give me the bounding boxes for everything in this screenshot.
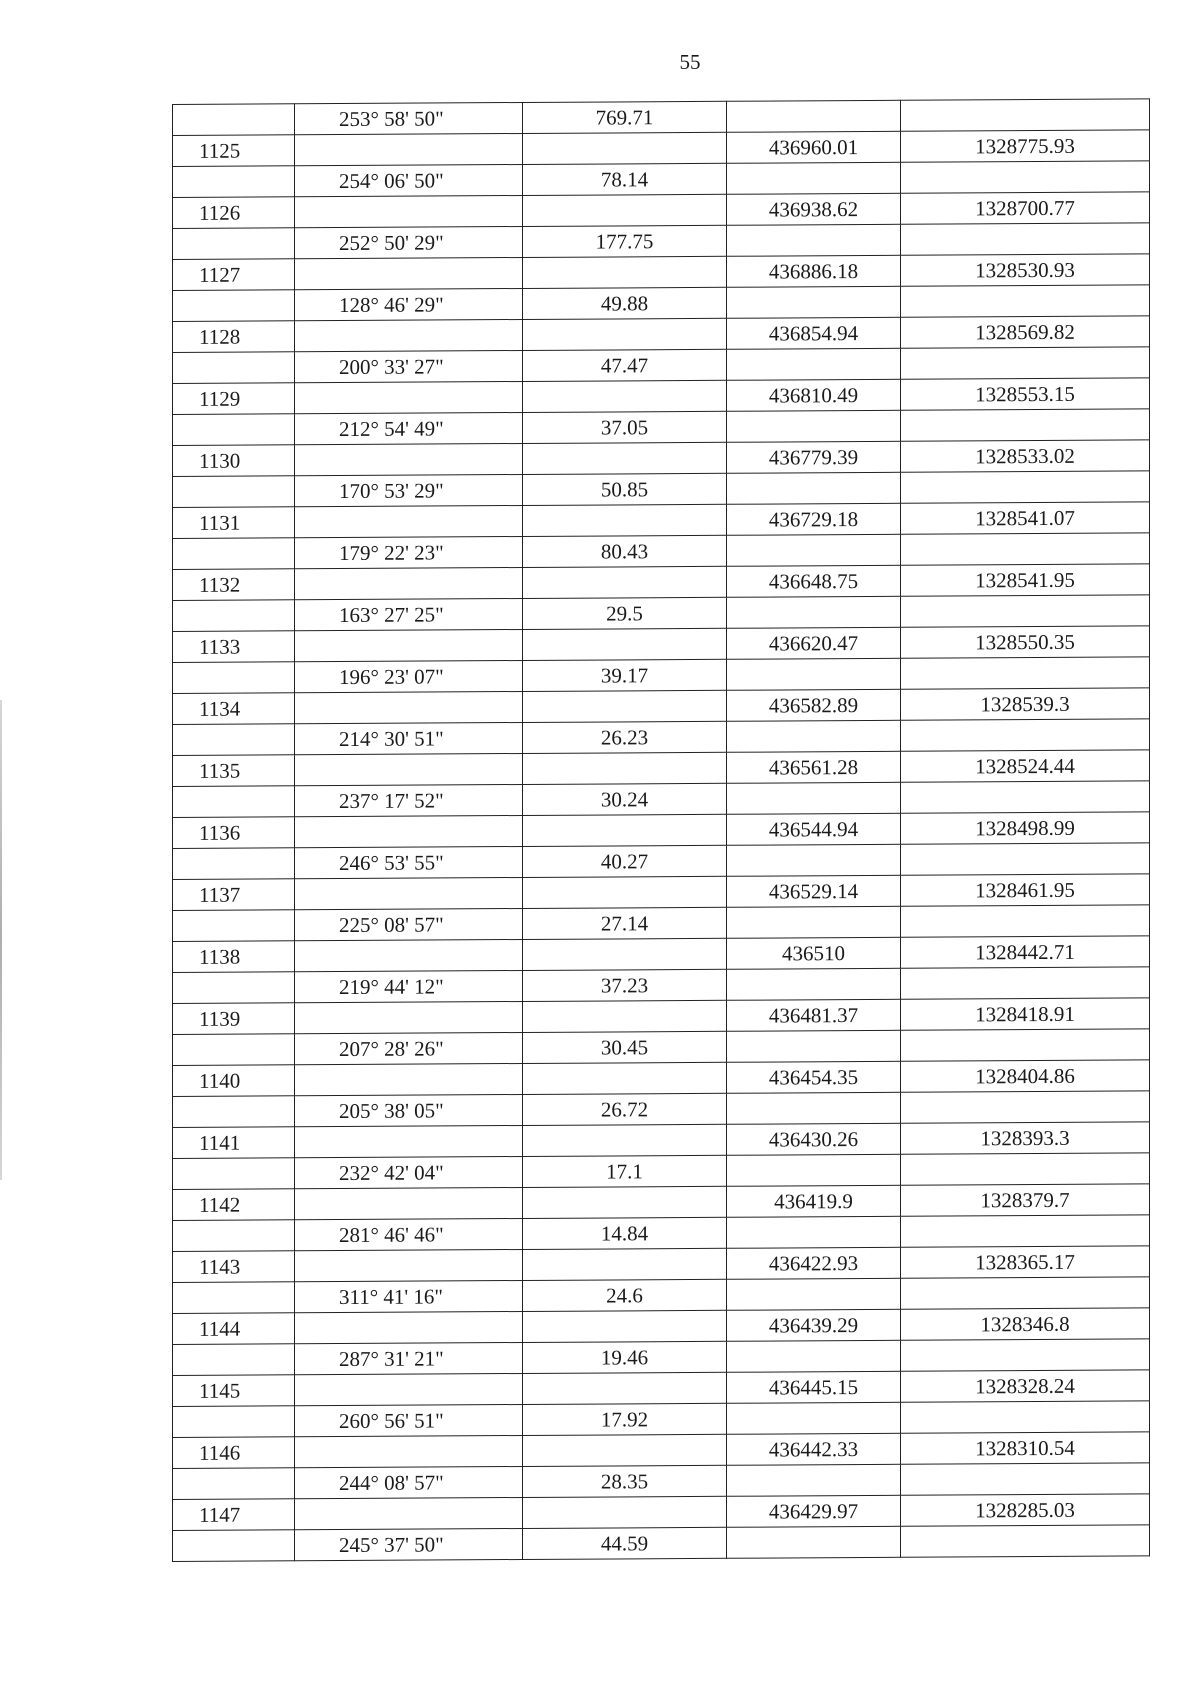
easting-cell: 1328404.86 bbox=[901, 1060, 1150, 1092]
station-cell: 1141 bbox=[173, 1127, 295, 1159]
station-cell bbox=[173, 414, 295, 446]
bearing-cell: 205° 38' 05" bbox=[295, 1094, 523, 1126]
station-cell bbox=[173, 290, 295, 322]
bearing-cell: 311° 41' 16" bbox=[295, 1280, 523, 1312]
station-cell: 1146 bbox=[173, 1437, 295, 1469]
easting-cell bbox=[901, 1091, 1150, 1123]
bearing-cell bbox=[295, 1249, 523, 1281]
distance-cell bbox=[523, 442, 727, 474]
bearing-cell: 254° 06' 50" bbox=[295, 164, 523, 196]
station-cell bbox=[173, 910, 295, 942]
easting-cell bbox=[901, 1277, 1150, 1309]
northing-cell bbox=[727, 1092, 901, 1124]
bearing-cell: 281° 46' 46" bbox=[295, 1218, 523, 1250]
bearing-cell bbox=[295, 443, 523, 475]
scan-edge-shadow bbox=[0, 700, 2, 1180]
northing-cell: 436544.94 bbox=[727, 813, 901, 845]
distance-cell: 769.71 bbox=[523, 101, 727, 133]
station-cell: 1144 bbox=[173, 1313, 295, 1345]
bearing-cell: 207° 28' 26" bbox=[295, 1032, 523, 1064]
easting-cell bbox=[901, 719, 1150, 751]
distance-cell bbox=[523, 132, 727, 164]
bearing-cell bbox=[295, 1435, 523, 1467]
easting-cell bbox=[901, 967, 1150, 999]
easting-cell bbox=[901, 843, 1150, 875]
northing-cell bbox=[727, 968, 901, 1000]
station-cell: 1145 bbox=[173, 1375, 295, 1407]
distance-cell bbox=[523, 1372, 727, 1404]
station-cell bbox=[173, 1158, 295, 1190]
bearing-cell bbox=[295, 815, 523, 847]
station-cell: 1133 bbox=[173, 631, 295, 663]
bearing-cell: 260° 56' 51" bbox=[295, 1404, 523, 1436]
easting-cell bbox=[901, 471, 1150, 503]
bearing-cell bbox=[295, 505, 523, 537]
bearing-cell bbox=[295, 133, 523, 165]
station-cell: 1135 bbox=[173, 755, 295, 787]
northing-cell: 436445.15 bbox=[727, 1371, 901, 1403]
easting-cell: 1328393.3 bbox=[901, 1122, 1150, 1154]
distance-cell bbox=[523, 1124, 727, 1156]
northing-cell: 436422.93 bbox=[727, 1247, 901, 1279]
distance-cell bbox=[523, 752, 727, 784]
station-cell: 1140 bbox=[173, 1065, 295, 1097]
station-cell: 1126 bbox=[173, 197, 295, 229]
course-row bbox=[173, 1525, 1150, 1562]
bearing-cell: 252° 50' 29" bbox=[295, 226, 523, 258]
easting-cell: 1328541.95 bbox=[901, 564, 1150, 596]
easting-cell bbox=[901, 1525, 1150, 1557]
station-cell: 1139 bbox=[173, 1003, 295, 1035]
northing-cell: 436779.39 bbox=[727, 441, 901, 473]
distance-cell bbox=[523, 1000, 727, 1032]
northing-cell bbox=[727, 534, 901, 566]
bearing-cell: 212° 54' 49" bbox=[295, 412, 523, 444]
station-cell bbox=[173, 1344, 295, 1376]
distance-cell: 40.27 bbox=[523, 845, 727, 877]
distance-cell: 14.84 bbox=[523, 1217, 727, 1249]
distance-cell bbox=[523, 1434, 727, 1466]
distance-cell bbox=[523, 380, 727, 412]
northing-cell bbox=[727, 162, 901, 194]
distance-cell: 37.05 bbox=[523, 411, 727, 443]
easting-cell: 1328775.93 bbox=[901, 130, 1150, 162]
northing-cell: 436430.26 bbox=[727, 1123, 901, 1155]
station-cell bbox=[173, 1282, 295, 1314]
station-cell: 1143 bbox=[173, 1251, 295, 1283]
northing-cell: 436582.89 bbox=[727, 689, 901, 721]
station-cell: 1142 bbox=[173, 1189, 295, 1221]
northing-cell bbox=[727, 1154, 901, 1186]
bearing-cell: 219° 44' 12" bbox=[295, 970, 523, 1002]
station-cell bbox=[173, 662, 295, 694]
northing-cell bbox=[727, 658, 901, 690]
northing-cell bbox=[727, 1402, 901, 1434]
distance-cell bbox=[523, 194, 727, 226]
easting-cell: 1328285.03 bbox=[901, 1494, 1150, 1526]
northing-cell: 436729.18 bbox=[727, 503, 901, 535]
northing-cell: 436510 bbox=[727, 937, 901, 969]
easting-cell bbox=[901, 595, 1150, 627]
easting-cell bbox=[901, 1339, 1150, 1371]
bearing-cell bbox=[295, 753, 523, 785]
bearing-cell: 163° 27' 25" bbox=[295, 598, 523, 630]
northing-cell: 436481.37 bbox=[727, 999, 901, 1031]
northing-cell: 436960.01 bbox=[727, 131, 901, 163]
distance-cell: 44.59 bbox=[523, 1527, 727, 1559]
bearing-cell: 170° 53' 29" bbox=[295, 474, 523, 506]
distance-cell: 24.6 bbox=[523, 1279, 727, 1311]
northing-cell bbox=[727, 720, 901, 752]
northing-cell bbox=[727, 844, 901, 876]
bearing-cell bbox=[295, 939, 523, 971]
station-cell: 1147 bbox=[173, 1499, 295, 1531]
easting-cell bbox=[901, 161, 1150, 193]
easting-cell bbox=[901, 223, 1150, 255]
bearing-cell bbox=[295, 629, 523, 661]
station-cell bbox=[173, 724, 295, 756]
easting-cell: 1328418.91 bbox=[901, 998, 1150, 1030]
distance-cell bbox=[523, 1496, 727, 1528]
station-cell bbox=[173, 972, 295, 1004]
easting-cell: 1328524.44 bbox=[901, 750, 1150, 782]
station-cell: 1125 bbox=[173, 135, 295, 167]
distance-cell: 17.1 bbox=[523, 1155, 727, 1187]
northing-cell: 436938.62 bbox=[727, 193, 901, 225]
distance-cell bbox=[523, 318, 727, 350]
northing-cell bbox=[727, 1526, 901, 1558]
northing-cell: 436620.47 bbox=[727, 627, 901, 659]
northing-cell bbox=[727, 1464, 901, 1496]
distance-cell bbox=[523, 1248, 727, 1280]
distance-cell: 177.75 bbox=[523, 225, 727, 257]
northing-cell bbox=[727, 596, 901, 628]
easting-cell: 1328346.8 bbox=[901, 1308, 1150, 1340]
bearing-cell: 253° 58' 50" bbox=[295, 102, 523, 134]
distance-cell bbox=[523, 876, 727, 908]
easting-cell bbox=[901, 1153, 1150, 1185]
easting-cell: 1328533.02 bbox=[901, 440, 1150, 472]
station-cell: 1128 bbox=[173, 321, 295, 353]
bearing-cell bbox=[295, 257, 523, 289]
distance-cell: 30.45 bbox=[523, 1031, 727, 1063]
bearing-cell: 225° 08' 57" bbox=[295, 908, 523, 940]
northing-cell bbox=[727, 1030, 901, 1062]
northing-cell: 436886.18 bbox=[727, 255, 901, 287]
northing-cell: 436648.75 bbox=[727, 565, 901, 597]
distance-cell: 50.85 bbox=[523, 473, 727, 505]
bearing-cell: 200° 33' 27" bbox=[295, 350, 523, 382]
station-cell: 1129 bbox=[173, 383, 295, 415]
northing-cell bbox=[727, 348, 901, 380]
northing-cell bbox=[727, 100, 901, 132]
bearing-cell bbox=[295, 1311, 523, 1343]
station-cell bbox=[173, 104, 295, 136]
distance-cell: 26.23 bbox=[523, 721, 727, 753]
station-cell: 1130 bbox=[173, 445, 295, 477]
bearing-cell bbox=[295, 195, 523, 227]
easting-cell: 1328569.82 bbox=[901, 316, 1150, 348]
station-cell: 1137 bbox=[173, 879, 295, 911]
distance-cell bbox=[523, 256, 727, 288]
distance-cell bbox=[523, 1186, 727, 1218]
station-cell bbox=[173, 538, 295, 570]
northing-cell bbox=[727, 1340, 901, 1372]
station-cell bbox=[173, 600, 295, 632]
distance-cell: 27.14 bbox=[523, 907, 727, 939]
easting-cell: 1328328.24 bbox=[901, 1370, 1150, 1402]
easting-cell bbox=[901, 781, 1150, 813]
bearing-cell: 244° 08' 57" bbox=[295, 1466, 523, 1498]
easting-cell: 1328550.35 bbox=[901, 626, 1150, 658]
station-cell bbox=[173, 1220, 295, 1252]
easting-cell bbox=[901, 1029, 1150, 1061]
easting-cell bbox=[901, 533, 1150, 565]
station-cell: 1138 bbox=[173, 941, 295, 973]
easting-cell bbox=[901, 1215, 1150, 1247]
bearing-cell: 246° 53' 55" bbox=[295, 846, 523, 878]
station-cell bbox=[173, 848, 295, 880]
distance-cell: 28.35 bbox=[523, 1465, 727, 1497]
easting-cell bbox=[901, 99, 1150, 131]
bearing-cell: 232° 42' 04" bbox=[295, 1156, 523, 1188]
easting-cell: 1328310.54 bbox=[901, 1432, 1150, 1464]
bearing-cell bbox=[295, 877, 523, 909]
bearing-cell bbox=[295, 1187, 523, 1219]
bearing-cell: 128° 46' 29" bbox=[295, 288, 523, 320]
northing-cell: 436429.97 bbox=[727, 1495, 901, 1527]
easting-cell: 1328553.15 bbox=[901, 378, 1150, 410]
station-cell bbox=[173, 1406, 295, 1438]
easting-cell: 1328365.17 bbox=[901, 1246, 1150, 1278]
bearing-cell bbox=[295, 1001, 523, 1033]
easting-cell: 1328379.7 bbox=[901, 1184, 1150, 1216]
northing-cell: 436854.94 bbox=[727, 317, 901, 349]
distance-cell bbox=[523, 814, 727, 846]
northing-cell: 436442.33 bbox=[727, 1433, 901, 1465]
northing-cell: 436439.29 bbox=[727, 1309, 901, 1341]
distance-cell bbox=[523, 690, 727, 722]
station-cell bbox=[173, 166, 295, 198]
northing-cell bbox=[727, 906, 901, 938]
distance-cell: 30.24 bbox=[523, 783, 727, 815]
bearing-cell: 237° 17' 52" bbox=[295, 784, 523, 816]
bearing-cell bbox=[295, 1125, 523, 1157]
station-cell: 1131 bbox=[173, 507, 295, 539]
bearing-cell bbox=[295, 1373, 523, 1405]
station-cell bbox=[173, 476, 295, 508]
northing-cell bbox=[727, 410, 901, 442]
distance-cell: 37.23 bbox=[523, 969, 727, 1001]
northing-cell bbox=[727, 286, 901, 318]
bearing-cell: 245° 37' 50" bbox=[295, 1528, 523, 1560]
easting-cell: 1328700.77 bbox=[901, 192, 1150, 224]
bearing-cell: 179° 22' 23" bbox=[295, 536, 523, 568]
distance-cell: 78.14 bbox=[523, 163, 727, 195]
bearing-cell bbox=[295, 381, 523, 413]
station-cell bbox=[173, 1096, 295, 1128]
easting-cell: 1328461.95 bbox=[901, 874, 1150, 906]
distance-cell: 39.17 bbox=[523, 659, 727, 691]
northing-cell: 436529.14 bbox=[727, 875, 901, 907]
station-cell: 1132 bbox=[173, 569, 295, 601]
bearing-cell bbox=[295, 1497, 523, 1529]
distance-cell bbox=[523, 1062, 727, 1094]
station-cell bbox=[173, 1468, 295, 1500]
easting-cell bbox=[901, 1401, 1150, 1433]
bearing-cell: 214° 30' 51" bbox=[295, 722, 523, 754]
northing-cell bbox=[727, 782, 901, 814]
station-cell bbox=[173, 786, 295, 818]
bearing-cell bbox=[295, 567, 523, 599]
northing-cell: 436419.9 bbox=[727, 1185, 901, 1217]
bearing-cell bbox=[295, 319, 523, 351]
bearing-cell: 196° 23' 07" bbox=[295, 660, 523, 692]
distance-cell bbox=[523, 504, 727, 536]
northing-cell: 436561.28 bbox=[727, 751, 901, 783]
northing-cell: 436810.49 bbox=[727, 379, 901, 411]
distance-cell: 29.5 bbox=[523, 597, 727, 629]
northing-cell bbox=[727, 472, 901, 504]
bearing-cell: 287° 31' 21" bbox=[295, 1342, 523, 1374]
bearing-cell bbox=[295, 1063, 523, 1095]
distance-cell bbox=[523, 1310, 727, 1342]
distance-cell: 19.46 bbox=[523, 1341, 727, 1373]
distance-cell bbox=[523, 628, 727, 660]
northing-cell bbox=[727, 1278, 901, 1310]
easting-cell: 1328442.71 bbox=[901, 936, 1150, 968]
easting-cell bbox=[901, 285, 1150, 317]
northing-cell: 436454.35 bbox=[727, 1061, 901, 1093]
easting-cell bbox=[901, 347, 1150, 379]
bearing-cell bbox=[295, 691, 523, 723]
distance-cell: 17.92 bbox=[523, 1403, 727, 1435]
station-cell bbox=[173, 352, 295, 384]
distance-cell: 26.72 bbox=[523, 1093, 727, 1125]
station-cell: 1136 bbox=[173, 817, 295, 849]
easting-cell bbox=[901, 905, 1150, 937]
easting-cell: 1328498.99 bbox=[901, 812, 1150, 844]
easting-cell: 1328530.93 bbox=[901, 254, 1150, 286]
easting-cell bbox=[901, 657, 1150, 689]
station-cell: 1134 bbox=[173, 693, 295, 725]
easting-cell bbox=[901, 409, 1150, 441]
distance-cell bbox=[523, 938, 727, 970]
easting-cell: 1328541.07 bbox=[901, 502, 1150, 534]
easting-cell: 1328539.3 bbox=[901, 688, 1150, 720]
distance-cell: 80.43 bbox=[523, 535, 727, 567]
page-number: 55 bbox=[679, 50, 701, 74]
station-cell bbox=[173, 228, 295, 260]
distance-cell: 49.88 bbox=[523, 287, 727, 319]
northing-cell bbox=[727, 1216, 901, 1248]
station-cell bbox=[173, 1034, 295, 1066]
distance-cell bbox=[523, 566, 727, 598]
distance-cell: 47.47 bbox=[523, 349, 727, 381]
station-cell bbox=[173, 1530, 295, 1562]
northing-cell bbox=[727, 224, 901, 256]
station-cell: 1127 bbox=[173, 259, 295, 291]
table-body bbox=[173, 99, 1150, 1562]
easting-cell bbox=[901, 1463, 1150, 1495]
survey-coordinate-table bbox=[172, 98, 1150, 1562]
